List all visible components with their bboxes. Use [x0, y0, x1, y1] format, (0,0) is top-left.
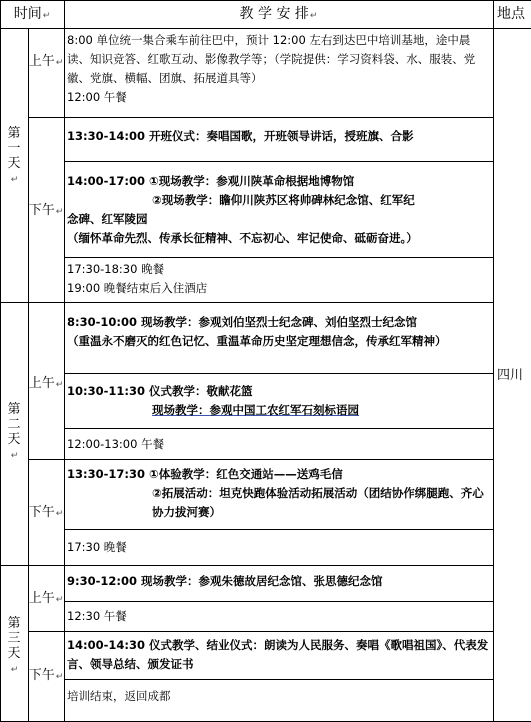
day2-label: 第二天 ↵ [7, 402, 21, 461]
day1-am-pm-divider [28, 117, 493, 118]
day3-am-site: 9:30-12:00 现场教学：参观朱德故居纪念馆、张思德纪念馆 [67, 574, 383, 588]
day2-pm-dinner: 17:30 晚餐 [67, 540, 127, 554]
location-value [497, 368, 523, 384]
header-plan-label: 教 学 安 排 [239, 6, 309, 22]
day1-pm-row-divider [64, 257, 493, 258]
day1-label: 第一天 ↵ [7, 126, 21, 185]
day1-pm-site2-b: 念碑、红军陵园 [67, 212, 148, 226]
day1-pm-site-cell [67, 172, 493, 248]
day-column-divider [28, 28, 29, 722]
day3-label-text: 第三天 [7, 616, 21, 661]
day2-am-theme: （重温永不磨灭的红色记忆、重温革命历史坚定理想信念，传承红军精神） [67, 334, 447, 348]
day2-am-row-divider [64, 373, 493, 374]
day1-day2-divider [0, 302, 493, 303]
time-column-divider [64, 0, 65, 722]
header-location-label: 地点 [497, 6, 525, 22]
header-time: 时间↵ [13, 6, 51, 22]
day1-pm-site2-a: ②现场教学：瞻仰川陕苏区将帅碑林纪念馆、红军纪 [152, 193, 415, 207]
day1-am-schedule [67, 31, 493, 107]
header-bottom-border [0, 28, 531, 29]
day1-pm-evening-cell [67, 260, 493, 298]
day3-pm-end-cell [67, 687, 493, 706]
day2-am-label: 上午↵ [28, 376, 64, 391]
day1-am-departure: 8:00 单位统一集合乘车前往巴中，预计 12:00 左右到达巴中培训基地，途中晨读、知识竞答、红歌互动、影像教学等；（学院提供：学习资料袋、水、服装、党徽、党旗、横幅、团旗、拓展道具等） [67, 33, 476, 85]
day2-pm-label-text: 下午 [28, 505, 55, 520]
day3-am-lunch: 12:30 午餐 [67, 609, 127, 623]
day2-am-lunch: 12:00-13:00 午餐 [67, 437, 165, 451]
day2-day3-divider [0, 565, 493, 566]
table-border-top [0, 0, 531, 1]
day1-pm-hotel: 19:00 晚餐结束后入住酒店 [67, 281, 208, 295]
day1-am-lunch: 12:00 午餐 [67, 90, 127, 104]
day2-pm-activity-cell [67, 465, 493, 522]
day1-pm-opening: 13:30-14:00 开班仪式：奏唱国歌，开班领导讲话，授班旗、合影 [67, 129, 414, 143]
day1-pm-site1: 14:00-17:00 ①现场教学：参观川陕革命根据地博物馆 [67, 174, 355, 188]
day1-pm-row-divider [64, 161, 493, 162]
header-time-label: 时间 [13, 6, 42, 22]
day3-am-label-text: 上午 [28, 591, 55, 606]
day1-pm-dinner: 17:30-18:30 晚餐 [67, 262, 165, 276]
day2-pm-label: 下午↵ [28, 505, 64, 520]
day1-am-lunch-line [67, 88, 493, 107]
day3-am-pm-divider [28, 631, 493, 632]
header-location [493, 5, 531, 23]
day1-pm-theme: （缅怀革命先烈、传承长征精神、不忘初心、牢记使命、砥砺奋进。） [67, 231, 418, 245]
day3-pm-label: 下午↵ [28, 668, 64, 683]
day1-am-label-text: 上午 [28, 54, 55, 69]
day3-am-label: 上午↵ [28, 591, 64, 606]
day1-pm-label-text: 下午 [28, 203, 55, 218]
day3-label: 第三天 ↵ [7, 616, 21, 675]
day2-pm-row-divider [64, 529, 493, 530]
day2-am-ritual-cell [67, 382, 493, 420]
day3-pm-end: 培训结束，返回成都 [67, 689, 171, 703]
day3-am-lunch-cell [67, 607, 493, 626]
day3-pm-row-divider [64, 679, 493, 680]
location-text: 四川 [497, 368, 524, 383]
day1-am-label: 上午↵ [28, 54, 64, 69]
day2-am-site-cell [67, 313, 493, 351]
day2-pm-experience: 13:30-17:30 ①体验教学：红色交通站——送鸡毛信 [67, 467, 343, 481]
location-column-divider [493, 0, 494, 722]
day2-am-ritual-b: 现场教学：参观中国工农红军石刻标语园 [152, 403, 359, 417]
day3-pm-ceremony: 14:00-14:30 仪式教学、结业仪式：朗读为人民服务、奏唱《歌唱祖国》、代表发言、领导总结、颁发证书 [67, 638, 489, 671]
day2-label-text: 第二天 [7, 402, 21, 447]
day2-am-site: 8:30-10:00 现场教学：参观刘伯坚烈士纪念碑、刘伯坚烈士纪念馆 [67, 315, 417, 329]
table-border-left [0, 0, 1, 722]
day2-am-label-text: 上午 [28, 376, 55, 391]
day2-am-lunch-cell [67, 435, 493, 454]
day3-pm-label-text: 下午 [28, 668, 55, 683]
day1-label-text: 第一天 [7, 126, 21, 171]
header-plan: 教 学 安 排↵ [239, 6, 318, 22]
day3-pm-ceremony-cell [67, 636, 493, 674]
day2-pm-extension: ②拓展活动：坦克快跑体验活动拓展活动（团结协作绑腿跑、齐心协力拔河赛） [152, 486, 484, 519]
day3-am-row-divider [64, 601, 493, 602]
day1-pm-opening-cell [67, 127, 493, 146]
day2-am-ritual-a: 10:30-11:30 仪式教学：敬献花篮 [67, 384, 253, 398]
day2-pm-dinner-cell [67, 538, 493, 557]
day3-am-site-cell [67, 572, 493, 591]
day2-am-row-divider [64, 428, 493, 429]
day1-pm-label: 下午↵ [28, 203, 64, 218]
day2-am-pm-divider [28, 459, 493, 460]
